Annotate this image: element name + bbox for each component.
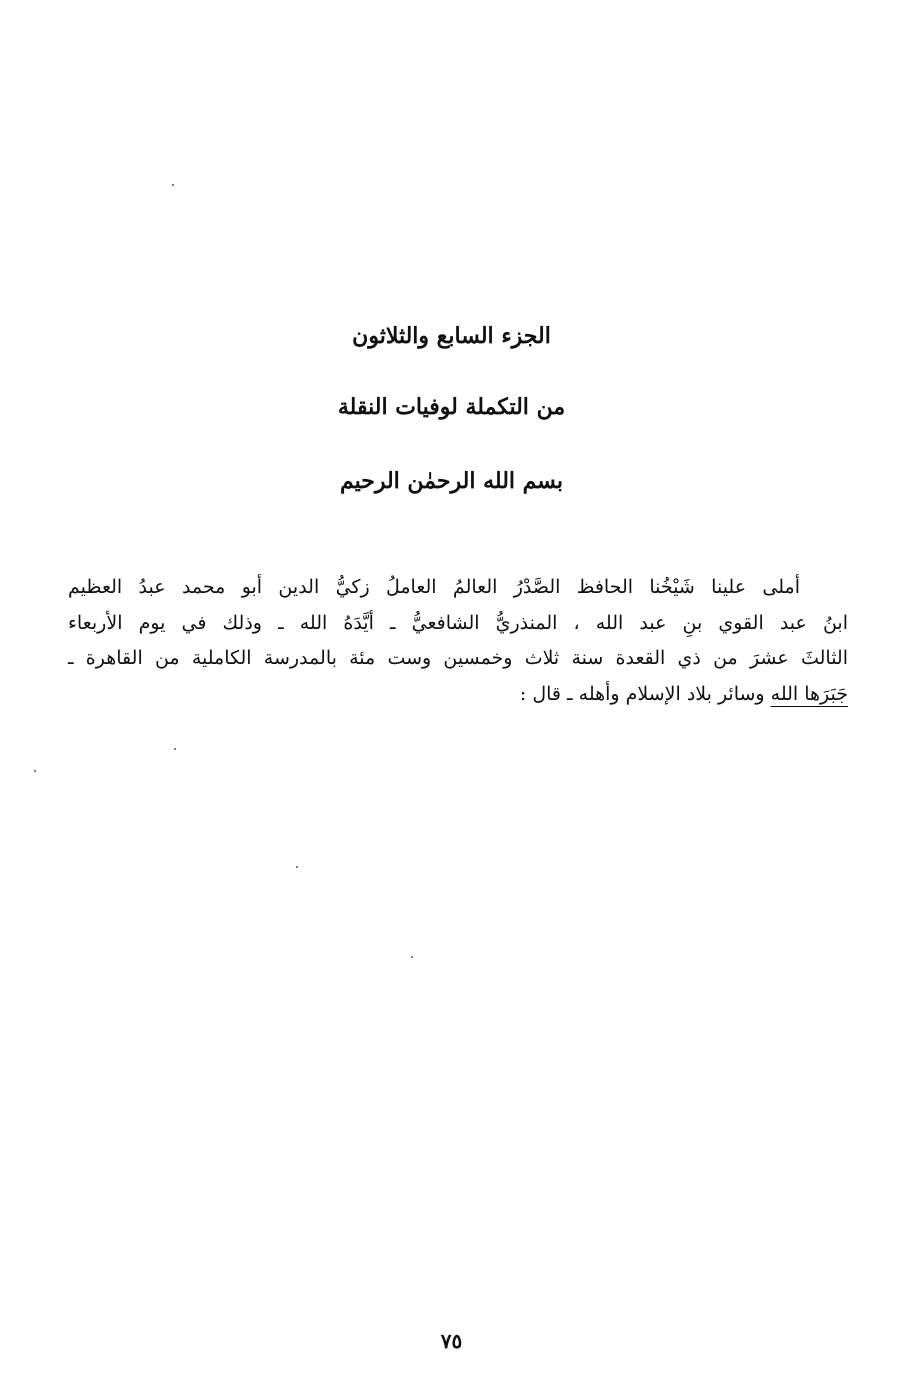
scan-speck: [296, 866, 298, 868]
scan-speck: [174, 748, 176, 750]
underlined-phrase: جَبَرَها الله: [770, 682, 848, 705]
scan-speck: [411, 956, 413, 958]
dictation-paragraph: [68, 570, 848, 712]
basmala-heading: بسم الله الرحمٰن الرحيم: [339, 468, 564, 494]
paragraph-line-4-rest: وسائر بلاد الإسلام وأهله ـ قال :: [519, 682, 771, 705]
paragraph-line-2: ابنُ عبد القوي بنِ عبد الله ، المنذريُّ الشافعيُّ ـ أيَّدَهُ الله ـ وذلك في يوم الأربعاء: [68, 611, 848, 634]
paragraph-line-1: أملى علينا شَيْخُنا الحافظ الصَّدْرُ العالمُ العاملُ زكيُّ الدين أبو محمد عبدُ العظيم: [68, 576, 800, 598]
paragraph-line-3: الثالثَ عشرَ من ذي القعدة سنة ثلاث وخمسين وست مئة بالمدرسة الكاملية من القاهرة ـ: [68, 647, 848, 669]
scan-speck: [34, 770, 36, 772]
book-title-heading: من التكملة لوفيات النقلة: [337, 394, 566, 420]
scan-speck: [172, 184, 174, 186]
page-number: ٧٥: [440, 1329, 463, 1353]
paragraph-line-4: [68, 677, 848, 713]
part-heading: الجزء السابع والثلاثون: [352, 323, 551, 349]
